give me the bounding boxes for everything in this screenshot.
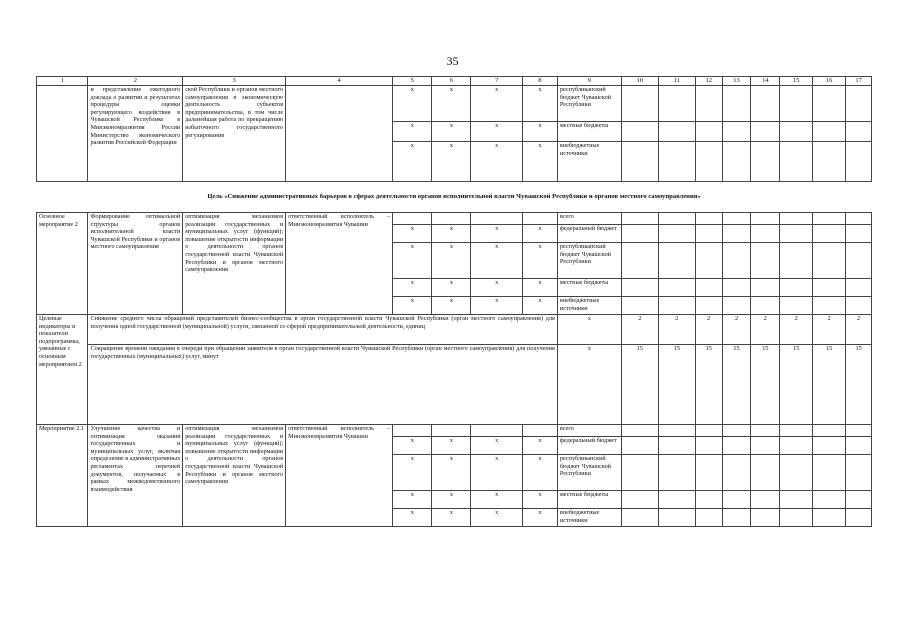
- x-mark: x: [522, 86, 557, 122]
- indicator-value: 2: [621, 315, 658, 345]
- indicator-value: 2: [658, 315, 695, 345]
- page-number: 35: [446, 54, 459, 68]
- table-row: [37, 213, 872, 225]
- indicator-value: 15: [780, 345, 813, 425]
- indicator-text: Сокращение времени ожидания в очереди при обращении заявителя в орган государственной власти Чувашской Республики (орган местного самоуправления) для получения государственных (муниципальных) услуг, минут: [88, 345, 557, 425]
- meas21-col3: оптимизация механизмов реализации государственных и муниципальных услуг (функций); повышение открытости информации о деятельности органов государственной власти Чувашской Республики и органов местного самоуправления: [183, 425, 286, 527]
- x-mark: x: [393, 86, 432, 122]
- main2-col4: ответственный исполнитель – Минэкономразвития Чувашии: [286, 213, 393, 315]
- x-mark: x: [393, 225, 432, 243]
- source-label: всего: [557, 425, 621, 437]
- x-mark: x: [432, 122, 471, 142]
- goal-heading: Цель «Снижение административных барьеров в сферах деятельности органов исполнительной власти Чувашской Республики и органов местного самоуправления»: [37, 182, 872, 213]
- col-header: 10: [621, 77, 658, 86]
- x-mark: x: [393, 279, 432, 297]
- x-mark: x: [393, 297, 432, 315]
- col-header: 9: [557, 77, 621, 86]
- cont-col3: ской Республики и органов местного самоуправления в экономическую деятельность субъектов предпринимательства, в том числе дальнейшая работа по прекращению избыточного государственного регулирования: [183, 86, 286, 182]
- x-mark: x: [522, 142, 557, 182]
- x-mark: x: [471, 437, 522, 455]
- x-mark: x: [432, 437, 471, 455]
- x-mark: x: [393, 122, 432, 142]
- x-mark: x: [393, 437, 432, 455]
- indicator-value: 15: [658, 345, 695, 425]
- indicator-value: 2: [846, 315, 872, 345]
- x-mark: x: [432, 297, 471, 315]
- x-mark: x: [471, 491, 522, 509]
- x-mark: x: [522, 243, 557, 279]
- source-label: республиканский бюджет Чувашской Республики: [557, 86, 621, 122]
- col-header: 16: [813, 77, 846, 86]
- goal-row: [37, 182, 872, 213]
- meas21-col2: Улучшение качества и оптимизация оказания государственных и муниципальных услуг, включая определение в административных регламентах перечней документов, получаемых в рамках межведомственного взаимодействия: [88, 425, 183, 527]
- meas21-label: Мероприятие 2.1: [37, 425, 88, 527]
- x-mark: x: [471, 86, 522, 122]
- x-mark: x: [522, 437, 557, 455]
- indicator-value: 15: [846, 345, 872, 425]
- header-row: [37, 77, 872, 86]
- col-header: 3: [183, 77, 286, 86]
- x-mark: x: [522, 509, 557, 527]
- table-row: [37, 86, 872, 122]
- col-header: 4: [286, 77, 393, 86]
- x-mark: x: [432, 86, 471, 122]
- x-mark: x: [471, 455, 522, 491]
- x-mark: x: [432, 279, 471, 297]
- indicator-value: 2: [751, 315, 780, 345]
- col-header: 6: [432, 77, 471, 86]
- indicator-row: [37, 315, 872, 345]
- x-mark: x: [522, 279, 557, 297]
- x-mark: x: [522, 225, 557, 243]
- x-mark: x: [432, 243, 471, 279]
- x-mark: x: [471, 142, 522, 182]
- indicator-value: 15: [813, 345, 846, 425]
- x-mark: x: [522, 122, 557, 142]
- x-mark: x: [471, 279, 522, 297]
- source-label: местные бюджеты: [557, 491, 621, 509]
- source-label: внебюджетные источники: [557, 509, 621, 527]
- x-mark: x: [432, 491, 471, 509]
- x-mark: x: [393, 491, 432, 509]
- source-label: внебюджетные источники: [557, 142, 621, 182]
- x-mark: x: [393, 509, 432, 527]
- col-header: 1: [37, 77, 88, 86]
- cont-col2: и представление ежегодного доклада о развитии и результатах процедуры оценки регулирующего воздействия в Чувашской Республике в Минэкономразвития России Министерство экономического развития Российской Федерации: [88, 86, 183, 182]
- source-label: местные бюджеты: [557, 122, 621, 142]
- meas21-col4: ответственный исполнитель – Минэкономразвития Чувашии: [286, 425, 393, 527]
- col-header: 15: [780, 77, 813, 86]
- x-mark: x: [432, 225, 471, 243]
- source-label: республиканский бюджет Чувашской Республики: [557, 243, 621, 279]
- x-mark: x: [432, 509, 471, 527]
- x-mark: x: [471, 509, 522, 527]
- source-label: республиканский бюджет Чувашской Республики: [557, 455, 621, 491]
- col-header: 12: [695, 77, 722, 86]
- program-table: [36, 76, 872, 527]
- x-mark: x: [471, 297, 522, 315]
- col-header: 2: [88, 77, 183, 86]
- x-mark: x: [432, 455, 471, 491]
- x-mark: x: [522, 491, 557, 509]
- indicator-value: 2: [813, 315, 846, 345]
- indicator-value: 2: [780, 315, 813, 345]
- indicator-value: 2: [695, 315, 722, 345]
- source-label: всего: [557, 213, 621, 225]
- x-mark: x: [471, 225, 522, 243]
- x-mark: x: [393, 142, 432, 182]
- col-header: 17: [846, 77, 872, 86]
- indicator-value: 15: [621, 345, 658, 425]
- x-mark: x: [393, 455, 432, 491]
- x-mark: x: [522, 297, 557, 315]
- indicator-value: 15: [722, 345, 751, 425]
- source-label: местные бюджеты: [557, 279, 621, 297]
- x-mark: x: [471, 122, 522, 142]
- indicator-value: 2: [722, 315, 751, 345]
- table-row: [37, 425, 872, 437]
- main2-col2: Формирование оптимальной структуры органов исполнительной власти Чувашской Республики и органов местного самоуправления: [88, 213, 183, 315]
- x-mark: x: [393, 243, 432, 279]
- indicator-value: 15: [695, 345, 722, 425]
- indicator-text: Снижение среднего числа обращений представителей бизнес-сообщества в орган государственной власти Чувашской Республики (орган местного самоуправления) для получения одной государственной (муниципальной) услуги, связанной со сферой предпринимательской деятельности, единиц: [88, 315, 557, 345]
- col-header: 5: [393, 77, 432, 86]
- source-label: федеральный бюджет: [557, 225, 621, 243]
- source-label: внебюджетные источники: [557, 297, 621, 315]
- x-mark: x: [557, 315, 621, 345]
- x-mark: x: [522, 455, 557, 491]
- cell: [286, 86, 393, 182]
- x-mark: x: [557, 345, 621, 425]
- x-mark: x: [471, 243, 522, 279]
- col-header: 13: [722, 77, 751, 86]
- cell: [37, 86, 88, 182]
- source-label: федеральный бюджет: [557, 437, 621, 455]
- x-mark: x: [432, 142, 471, 182]
- col-header: 7: [471, 77, 522, 86]
- indicators-label: Целевые индикаторы и показатели подпрограммы, увязанные с основным мероприятием 2: [37, 315, 88, 425]
- col-header: 11: [658, 77, 695, 86]
- indicator-row: [37, 345, 872, 425]
- main2-label: Основное мероприятие 2: [37, 213, 88, 315]
- col-header: 14: [751, 77, 780, 86]
- indicator-value: 15: [751, 345, 780, 425]
- col-header: 8: [522, 77, 557, 86]
- main2-col3: оптимизация механизмов реализации государственных и муниципальных услуг (функций); повышение открытости информации о деятельности органов государственной власти Чувашской Республики и органов местного самоуправления: [183, 213, 286, 315]
